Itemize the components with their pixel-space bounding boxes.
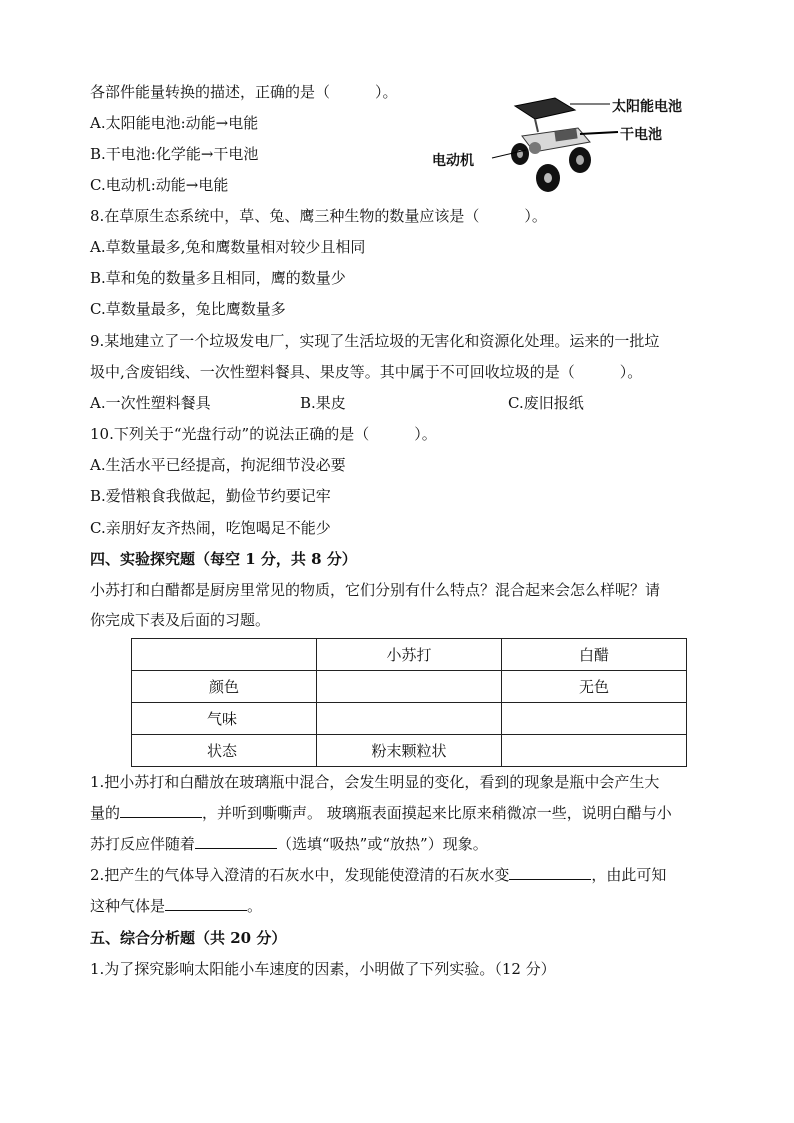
table-cell	[317, 671, 502, 703]
s4-q2-text: 。	[247, 897, 263, 915]
q10-option-c: C.亲朋好友齐热闹，吃饱喝足不能少	[90, 519, 331, 537]
q9-stem-line1: 9.某地建立了一个垃圾发电厂，实现了生活垃圾的无害化和资源化处理。运来的一批垃	[90, 332, 660, 350]
s4-q1-text: ，并听到嘶嘶声。 玻璃瓶表面摸起来比原来稍微凉一些，说明白醋与小	[202, 804, 672, 822]
solar-panel-label: 太阳能电池	[612, 99, 682, 115]
solar-car-figure	[430, 92, 710, 202]
table-row	[132, 671, 687, 703]
q10-option-a: A.生活水平已经提高，拘泥细节没必要	[90, 456, 346, 474]
s4-q1-text: （选填“吸热”或“放热”）现象。	[277, 835, 488, 853]
table-cell: 气味	[132, 703, 317, 735]
s4-q1-text: 苏打反应伴随着	[90, 835, 196, 853]
s4-q2-text: 这种气体是	[90, 897, 166, 915]
table-cell	[502, 735, 687, 767]
table-header-row	[132, 639, 687, 671]
table-header-cell: 小苏打	[317, 639, 502, 671]
answer-blank[interactable]	[165, 896, 247, 911]
section4-intro-line1: 小苏打和白醋都是厨房里常见的物质，它们分别有什么特点？混合起来会怎么样呢？请	[90, 581, 661, 599]
section5-title: 五、综合分析题（共 20 分）	[90, 929, 287, 947]
answer-blank[interactable]	[195, 834, 277, 849]
table-cell: 状态	[132, 735, 317, 767]
q7-stem: 各部件能量转换的描述，正确的是（ ）。	[90, 83, 398, 101]
q9-stem-line2: 圾中,含废铝线、一次性塑料餐具、果皮等。其中属于不可回收垃圾的是（ ）。	[90, 363, 643, 381]
answer-blank[interactable]	[120, 803, 202, 818]
s4-q1-line1: 1.把小苏打和白醋放在玻璃瓶中混合，会发生明显的变化，看到的现象是瓶中会产生大	[90, 773, 660, 791]
table-cell	[502, 703, 687, 735]
q9-option-c: C.废旧报纸	[508, 394, 584, 412]
section4-title: 四、实验探究题（每空 1 分，共 8 分）	[90, 550, 357, 568]
motor-label: 电动机	[432, 153, 474, 169]
battery-label: 干电池	[620, 127, 662, 143]
q8-option-c: C.草数量最多，兔比鹰数量多	[90, 300, 286, 318]
q10-option-b: B.爱惜粮食我做起，勤俭节约要记牢	[90, 487, 331, 505]
q10-stem: 10.下列关于“光盘行动”的说法正确的是（ ）。	[90, 425, 437, 443]
q9-option-b: B.果皮	[300, 394, 346, 412]
table-cell: 颜色	[132, 671, 317, 703]
table-row	[132, 703, 687, 735]
q8-option-b: B.草和兔的数量多且相同，鹰的数量少	[90, 269, 346, 287]
s4-q2-text: 2.把产生的气体导入澄清的石灰水中，发现能使澄清的石灰水变	[90, 866, 510, 884]
table-cell: 无色	[502, 671, 687, 703]
q7-option-c: C.电动机:动能→电能	[90, 176, 229, 194]
table-header-cell: 白醋	[502, 639, 687, 671]
s5-q1: 1.为了探究影响太阳能小车速度的因素，小明做了下列实验。（12 分）	[90, 960, 556, 978]
table-cell	[317, 703, 502, 735]
table-header-cell	[132, 639, 317, 671]
q8-stem: 8.在草原生态系统中，草、兔、鹰三种生物的数量应该是（ ）。	[90, 207, 547, 225]
s4-q2-text: ，由此可知	[591, 866, 667, 884]
answer-blank[interactable]	[509, 865, 591, 880]
section4-intro-line2: 你完成下表及后面的习题。	[90, 611, 271, 629]
table-row	[132, 735, 687, 767]
s4-q1-text: 量的	[90, 804, 121, 822]
s4-q2-line1	[90, 865, 666, 885]
s4-q2-line2	[90, 896, 262, 916]
q7-option-a: A.太阳能电池:动能→电能	[90, 114, 259, 132]
s4-q1-line2	[90, 803, 672, 823]
properties-table	[131, 638, 687, 767]
q8-option-a: A.草数量最多,兔和鹰数量相对较少且相同	[90, 238, 366, 256]
q7-option-b: B.干电池:化学能→干电池	[90, 145, 259, 163]
q9-option-a: A.一次性塑料餐具	[90, 394, 211, 412]
s4-q1-line3	[90, 834, 488, 854]
table-cell: 粉末颗粒状	[317, 735, 502, 767]
